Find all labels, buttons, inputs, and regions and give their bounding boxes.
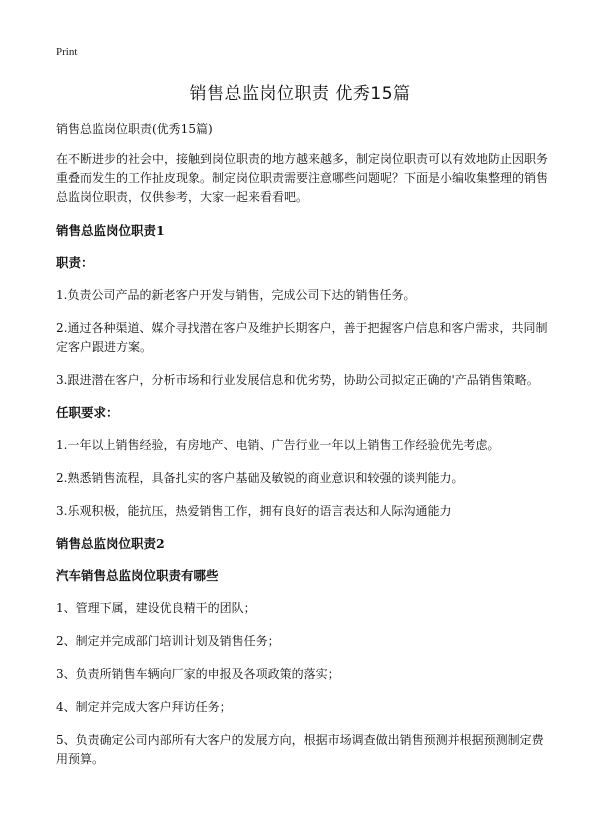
list-item: 3、负责所销售车辆向厂家的申报及各项政策的落实； <box>56 667 340 681</box>
section-2-heading: 销售总监岗位职责2 <box>56 536 165 551</box>
list-item: 2、制定并完成部门培训计划及销售任务； <box>56 634 280 648</box>
section-1-heading: 销售总监岗位职责1 <box>56 223 165 238</box>
duty-item: 2.通过各种渠道、媒介寻找潜在客户及维护长期客户，善于把握客户信息和客户需求，共同制定客户跟进方案。 <box>56 321 548 354</box>
section-2-subheading: 汽车销售总监岗位职责有哪些 <box>56 568 219 583</box>
requirement-item: 1.一年以上销售经验，有房地产、电销、广告行业一年以上销售工作经验优先考虑。 <box>56 438 500 452</box>
intro-paragraph: 在不断进步的社会中，接触到岗位职责的地方越来越多，制定岗位职责可以有效地防止因职务重叠而发生的工作扯皮现象。制定岗位职责需要注意哪些问题呢？下面是小编收集整理的销售总监岗位职责，仅供参考，大家一起来看看吧。 <box>56 152 549 204</box>
document-subtitle: 销售总监岗位职责(优秀15篇) <box>56 122 213 136</box>
requirement-item: 2.熟悉销售流程，具备扎实的客户基础及敏锐的商业意识和较强的谈判能力。 <box>56 471 464 485</box>
document-body <box>56 120 548 783</box>
list-item: 4、制定并完成大客户拜访任务； <box>56 700 232 714</box>
duty-item: 3.跟进潜在客户，分析市场和行业发展信息和优劣势，协助公司拟定正确的'产品销售策略。 <box>56 373 539 387</box>
list-item: 5、负责确定公司内部所有大客户的发展方向，根据市场调查做出销售预测并根据预测制定费用预算。 <box>56 733 544 766</box>
duty-item: 1.负责公司产品的新老客户开发与销售，完成公司下达的销售任务。 <box>56 288 416 302</box>
requirements-heading: 任职要求： <box>56 405 119 420</box>
list-item: 1、管理下属，建设优良精干的团队； <box>56 601 256 615</box>
duties-heading: 职责： <box>56 255 94 270</box>
requirement-item: 3.乐观积极，能抗压，热爱销售工作，拥有良好的语言表达和人际沟通能力 <box>56 504 452 518</box>
print-label: Print <box>56 46 78 58</box>
document-title: 销售总监岗位职责 优秀15篇 <box>189 84 411 104</box>
